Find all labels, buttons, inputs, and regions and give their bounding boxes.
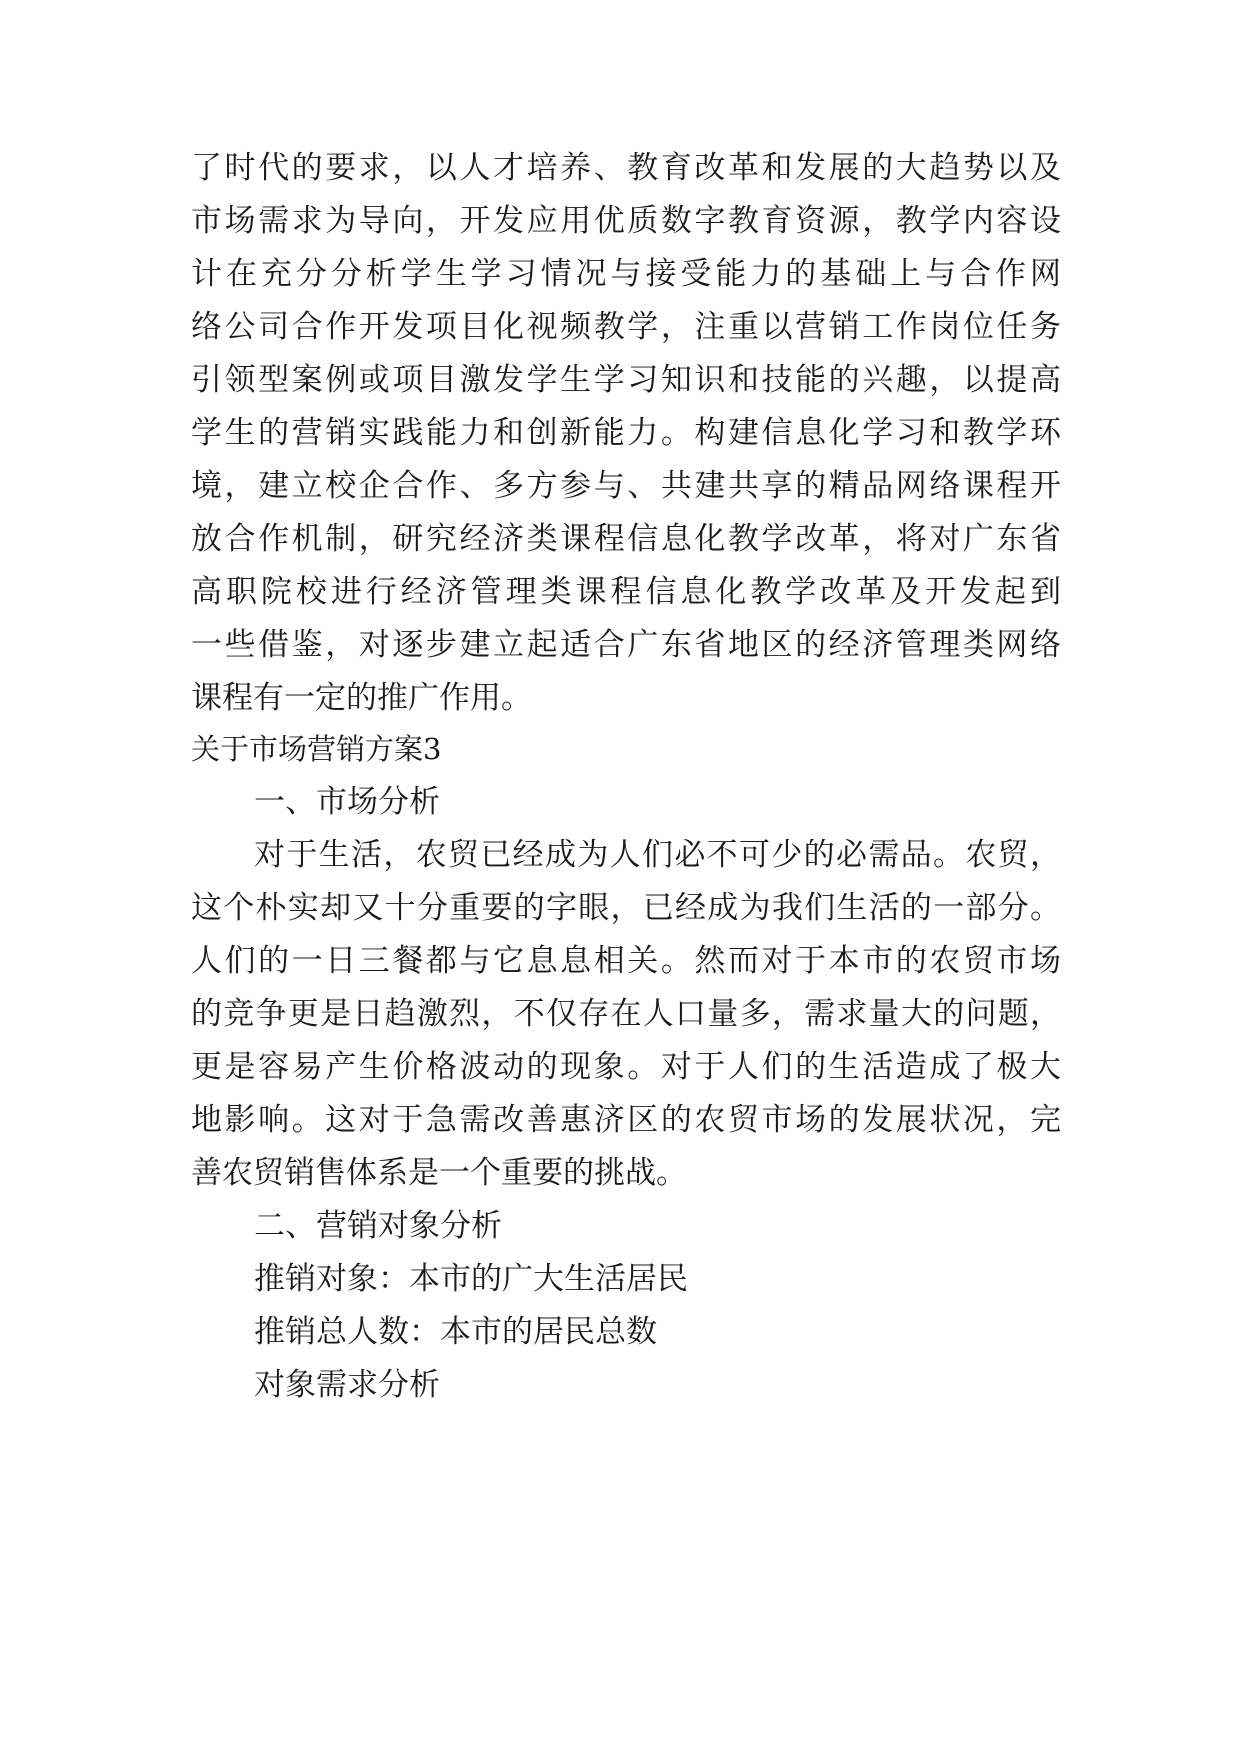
section-title: 关于市场营销方案3 <box>191 732 442 766</box>
paragraph-line: 了时代的要求，以人才培养、教育改革和发展的大趋势以及 <box>191 150 1061 186</box>
paragraph-line: 课程有一定的推广作用。 <box>191 680 532 716</box>
section-heading: 一、市场分析 <box>254 784 440 820</box>
section-heading: 二、营销对象分析 <box>254 1208 502 1244</box>
paragraph-line: 地影响。这对于急需改善惠济区的农贸市场的发展状况，完 <box>191 1102 1061 1138</box>
paragraph-line: 对于生活，农贸已经成为人们必不可少的必需品。农贸， <box>254 837 1061 873</box>
list-item: 对象需求分析 <box>254 1367 440 1403</box>
paragraph-line: 市场需求为导向，开发应用优质数字教育资源，教学内容设 <box>191 203 1061 239</box>
paragraph-line: 计在充分分析学生学习情况与接受能力的基础上与合作网 <box>191 256 1061 292</box>
paragraph-line: 放合作机制，研究经济类课程信息化教学改革，将对广东省 <box>191 521 1061 557</box>
paragraph-line: 善农贸销售体系是一个重要的挑战。 <box>191 1155 687 1191</box>
paragraph-line: 引领型案例或项目激发学生学习知识和技能的兴趣，以提高 <box>191 362 1061 398</box>
list-item: 推销总人数：本市的居民总数 <box>254 1314 657 1350</box>
paragraph-line: 高职院校进行经济管理类课程信息化教学改革及开发起到 <box>191 574 1061 610</box>
paragraph-line: 一些借鉴，对逐步建立起适合广东省地区的经济管理类网络 <box>191 627 1061 663</box>
paragraph-line: 这个朴实却又十分重要的字眼，已经成为我们生活的一部分。 <box>191 890 1061 926</box>
paragraph-line: 境，建立校企合作、多方参与、共建共享的精品网络课程开 <box>191 468 1061 504</box>
paragraph-line: 学生的营销实践能力和创新能力。构建信息化学习和教学环 <box>191 415 1061 451</box>
paragraph-line: 的竞争更是日趋激烈，不仅存在人口量多，需求量大的问题， <box>191 996 1061 1032</box>
paragraph-line: 人们的一日三餐都与它息息相关。然而对于本市的农贸市场 <box>191 943 1061 979</box>
paragraph-line: 络公司合作开发项目化视频教学，注重以营销工作岗位任务 <box>191 309 1061 345</box>
paragraph-line: 更是容易产生价格波动的现象。对于人们的生活造成了极大 <box>191 1049 1061 1085</box>
list-item: 推销对象：本市的广大生活居民 <box>254 1261 688 1297</box>
